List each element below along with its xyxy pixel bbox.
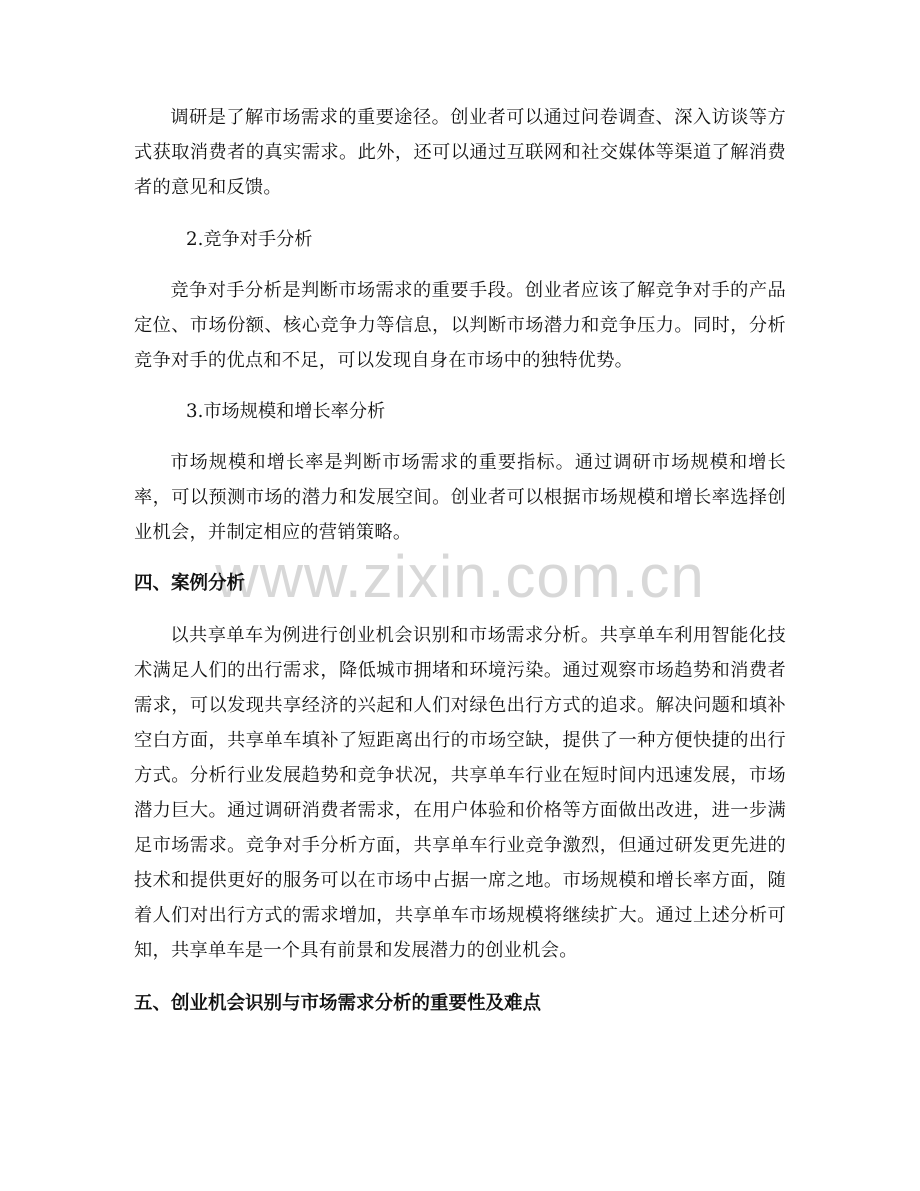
paragraph-case-study [134, 618, 786, 968]
subheading-market-size [134, 394, 786, 429]
paragraph-research [134, 100, 786, 205]
section-heading-case-study [134, 566, 786, 601]
subheading-text: 3.市场规模和增长率分析 [186, 401, 386, 422]
subheading-competitor-analysis [134, 222, 786, 257]
paragraph-text: 调研是了解市场需求的重要途径。创业者可以通过问卷调查、深入访谈等方式获取消费者的真实需求。此外，还可以通过互联网和社交媒体等渠道了解消费者的意见和反馈。 [134, 107, 786, 198]
watermark: www.zixin.com.cn [215, 543, 705, 610]
paragraph-text: 竞争对手分析是判断市场需求的重要手段。创业者应该了解竞争对手的产品定位、市场份额、核心竞争力等信息，以判断市场潜力和竞争压力。同时，分析竞争对手的优点和不足，可以发现自身在市场中的独特优势。 [134, 280, 786, 371]
section-heading-text: 五、创业机会识别与市场需求分析的重要性及难点 [134, 993, 542, 1014]
paragraph-text: 以共享单车为例进行创业机会识别和市场需求分析。共享单车利用智能化技术满足人们的出行需求，降低城市拥堵和环境污染。通过观察市场趋势和消费者需求，可以发现共享经济的兴起和人们对绿色出行方式的追求。解决问题和填补空白方面，共享单车填补了短距离出行的市场空缺，提供了一种方便快捷的出行方式。分析行业发展趋势和竞争状况，共享单车行业在短时间内迅速发展，市场潜力巨大。通过调研消费者需求，在用户体验和价格等方面做出改进，进一步满足市场需求。竞争对手分析方面，共享单车行业竞争激烈，但通过研发更先进的技术和提供更好的服务可以在市场中占据一席之地。市场规模和增长率方面，随着人们对出行方式的需求增加，共享单车市场规模将继续扩大。通过上述分析可知，共享单车是一个具有前景和发展潜力的创业机会。 [134, 625, 786, 961]
subheading-text: 2.竞争对手分析 [186, 229, 313, 250]
paragraph-text: 市场规模和增长率是判断市场需求的重要指标。通过调研市场规模和增长率，可以预测市场的潜力和发展空间。创业者可以根据市场规模和增长率选择创业机会，并制定相应的营销策略。 [134, 452, 786, 543]
paragraph-competitor-analysis [134, 273, 786, 378]
section-heading-text: 四、案例分析 [134, 573, 246, 594]
section-heading-importance [134, 986, 786, 1021]
paragraph-market-size [134, 445, 786, 550]
